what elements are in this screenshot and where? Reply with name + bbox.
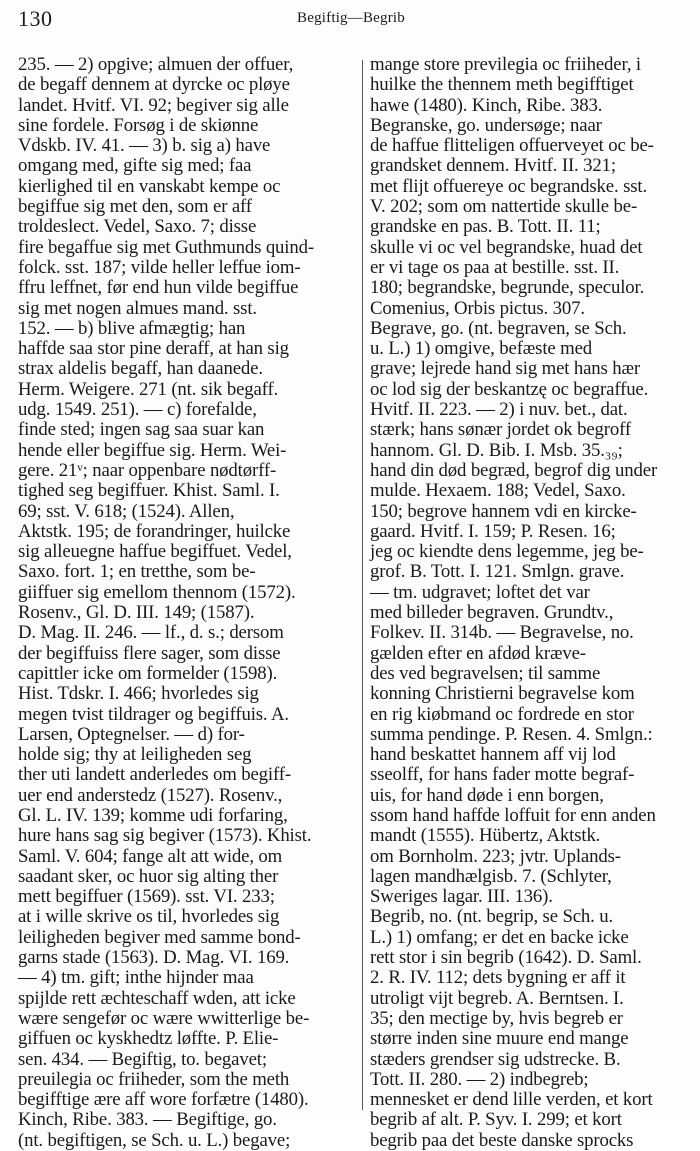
text-line: ffru leffnet, før end hun vilde begiffue [18, 277, 299, 299]
text-line: Folkev. II. 314b. — Begravelse, no. [370, 622, 634, 644]
text-line: gaard. Hvitf. I. 159; P. Resen. 16; [370, 520, 616, 542]
text-line: mange store previlegia oc friiheder, i [370, 54, 641, 75]
text-line: Larsen, Optegnelser. — d) for- [18, 723, 245, 745]
text-line: wære sengefør oc wære wwitterlige be- [18, 1007, 310, 1029]
text-line: Comenius, Orbis pictus. 307. [370, 297, 585, 319]
text-line: Aktstk. 195; de forandringer, huilcke [18, 520, 291, 542]
left-column [18, 54, 360, 1151]
text-line: grandsket dennem. Hvitf. II. 321; [370, 155, 616, 177]
text-line: 150; begrove hannem vdi en kircke- [370, 500, 637, 522]
text-line: med billeder begraven. Grundtv., [370, 602, 614, 624]
text-line: mulde. Hexaem. 188; Vedel, Saxo. [370, 480, 626, 502]
text-line: gælden efter en afdød kræve- [370, 642, 586, 664]
text-line: de begaff dennem at dyrcke oc pløye [18, 74, 290, 96]
running-head: Begiftig—Begrib [297, 10, 405, 26]
text-line: der begiffuiss flere sager, som disse [18, 642, 281, 664]
text-line: udg. 1549. 251). — c) forefalde, [18, 399, 257, 421]
text-line: uis, for hand døde i enn borgen, [370, 784, 604, 806]
text-line: huilke the thennem meth begifftiget [370, 74, 634, 96]
text-line: (nt. begiftigen, se Sch. u. L.) begave; [18, 1129, 291, 1151]
text-line: hende eller begiffue sig. Herm. Wei- [18, 439, 287, 461]
text-line: 2. R. IV. 112; dets bygning er aff it [370, 967, 626, 989]
text-line: holde sig; thy at leiligheden seg [18, 744, 252, 766]
right-column [370, 54, 692, 1151]
text-line: met flijt offuereye oc begrandske. sst. [370, 175, 647, 197]
text-line: D. Mag. II. 246. — lf., d. s.; dersom [18, 622, 284, 644]
text-line: større inden sine muure end mange [370, 1028, 629, 1050]
text-line: jeg oc kiendte dens legemme, jeg be- [370, 541, 644, 563]
text-line: haffde saa stor pine deraff, at han sig [18, 338, 289, 360]
text-line: at i wille skrive os til, hvorledes sig [18, 906, 280, 928]
text-line: stærk; hans sønær jordet ok begroff [370, 419, 631, 441]
text-line: Kinch, Ribe. 383. — Begiftige, go. [18, 1109, 277, 1131]
text-line: sig met nogen almues mand. sst. [18, 297, 257, 319]
column-divider [362, 60, 363, 1110]
text-line: spijlde rett æchteschaff wden, att icke [18, 987, 296, 1009]
text-line: u. L.) 1) omgive, befæste med [370, 338, 593, 360]
text-line: lagen mandhælgisb. 7. (Schlyter, [370, 865, 612, 887]
text-line: hand beskattet hannem aff vij lod [370, 744, 616, 766]
text-line: 35; den mectige by, hvis begreb er [370, 1007, 623, 1029]
text-line: skulle vi oc vel begrandske, huad det [370, 236, 643, 258]
text-line: grandske en pas. B. Tott. II. 11; [370, 216, 601, 238]
text-line: begifftige ære aff wore forfætre (1480). [18, 1089, 309, 1111]
text-line: grave; lejrede hand sig met hans hær [370, 358, 640, 380]
text-line: capittler icke om formelder (1598). [18, 662, 278, 684]
text-line: de haffue flitteligen offuerveyet oc be- [370, 135, 654, 157]
text-line: Tott. II. 280. — 2) indbegreb; [370, 1068, 589, 1090]
text-line: oc lod sig der beskantzę oc begraffue. [370, 378, 649, 400]
text-line: Herm. Weigere. 271 (nt. sik begaff. [18, 378, 279, 400]
text-line: giiffuer sig emellom thennom (1572). [18, 581, 296, 603]
text-line: hand din død begræd, begrof dig under [370, 459, 658, 481]
text-line: — 4) tm. gift; inthe hijnder maa [18, 967, 254, 989]
text-line: folck. sst. 187; vilde heller leffue iom- [18, 256, 301, 278]
text-line: gere. 21ᵛ; naar oppenbare nødtørff- [18, 459, 277, 481]
text-line: 235. — 2) opgive; almuen der offuer, [18, 54, 294, 75]
text-line: ssom hand haffde loffuit for enn anden [370, 804, 656, 826]
text-line: finde sted; ingen sag saa suar kan [18, 419, 265, 441]
text-line: sseolff, for hans fader motte begraf- [370, 764, 635, 786]
text-line: Saxo. fort. 1; en tretthe, som be- [18, 561, 256, 583]
text-line: om Bornholm. 223; jvtr. Uplands- [370, 845, 621, 867]
text-line: 69; sst. V. 618; (1524). Allen, [18, 500, 235, 522]
page-header [18, 4, 684, 32]
text-line: troldeslect. Vedel, Saxo. 7; disse [18, 216, 257, 238]
text-line: utroligt vijt begreb. A. Berntsen. I. [370, 987, 624, 1009]
text-line: Begrib, no. (nt. begrip, se Sch. u. [370, 906, 614, 928]
text-line: leiligheden begiver med samme bond- [18, 926, 301, 948]
page-number: 130 [18, 6, 53, 31]
text-line: landet. Hvitf. VI. 92; begiver sig alle [18, 94, 289, 116]
text-line: begrib af alt. P. Syv. I. 299; et kort [370, 1109, 622, 1131]
text-line: mennesket er dend lille verden, et kort [370, 1089, 653, 1111]
text-line: begrib paa det beste danske sprocks [370, 1129, 634, 1151]
text-line: stæders grendser sig udstrecke. B. [370, 1048, 621, 1070]
text-line: saadant sker, oc huor sig alting ther [18, 865, 279, 887]
text-line: Hvitf. II. 223. — 2) i nuv. bet., dat. [370, 399, 628, 421]
text-line: sen. 434. — Begiftig, to. begavet; [18, 1048, 267, 1070]
text-line: megen tvist tildrager og begiffuis. A. [18, 703, 289, 725]
text-line: des ved begravelsen; til samme [370, 662, 601, 684]
text-line: er vi tage os paa at bestille. sst. II. [370, 256, 620, 278]
text-line: Saml. V. 604; fange alt att wide, om [18, 845, 283, 867]
text-line: tighed seg begiffuer. Khist. Saml. I. [18, 480, 280, 502]
text-line: uer end anderstedz (1527). Rosenv., [18, 784, 283, 806]
text-line: Begrave, go. (nt. begraven, se Sch. [370, 317, 627, 339]
text-line: — tm. udgravet; loftet det var [370, 581, 590, 603]
text-line: hannom. Gl. D. Bib. I. Msb. 35.₃₉; [370, 439, 623, 461]
text-line: L.) 1) omfang; er det en backe icke [370, 926, 629, 948]
text-line: Hist. Tdskr. I. 466; hvorledes sig [18, 683, 259, 705]
text-line: begiffue sig met den, som er aff [18, 196, 252, 218]
text-line: Gl. L. IV. 139; komme udi forfaring, [18, 804, 288, 826]
text-line: strax aldelis begaff, han daanede. [18, 358, 263, 380]
text-line: mett begiffuer (1569). sst. VI. 233; [18, 886, 275, 908]
text-line: Rosenv., Gl. D. III. 149; (1587). [18, 602, 255, 624]
text-line: konning Christierni begravelse kom [370, 683, 635, 705]
text-line: grof. B. Tott. I. 121. Smlgn. grave. [370, 561, 625, 583]
text-line: garns stade (1563). D. Mag. VI. 169. [18, 947, 290, 969]
text-line: 152. — b) blive afmægtig; han [18, 317, 246, 339]
text-line: en rig kiøbmand oc fordrede en stor [370, 703, 634, 725]
text-line: Vdskb. IV. 41. — 3) b. sig a) have [18, 135, 271, 157]
text-line: Sweriges lagar. III. 136). [370, 886, 553, 908]
text-line: summa pendinge. P. Resen. 4. Smlgn.: [370, 723, 653, 745]
text-line: preuilegia oc friiheder, som the meth [18, 1068, 290, 1090]
text-line: sig alleuegne haffue begiffuet. Vedel, [18, 541, 292, 563]
text-line: kierlighed til en vanskabt kempe oc [18, 175, 281, 197]
text-line: Begranske, go. undersøge; naar [370, 114, 602, 136]
text-line: ther uti landett anderledes om begiff- [18, 764, 291, 786]
text-line: V. 202; som om nattertide skulle be- [370, 196, 638, 218]
text-line: rett stor i sin begrib (1642). D. Saml. [370, 947, 642, 969]
text-line: 180; begrandske, begrunde, speculor. [370, 277, 645, 299]
text-line: hawe (1480). Kinch, Ribe. 383. [370, 94, 603, 116]
text-line: hure hans sag sig begiver (1573). Khist. [18, 825, 312, 847]
text-line: sine fordele. Forsøg i de skiønne [18, 114, 259, 136]
text-line: omgang med, gifte sig med; faa [18, 155, 252, 177]
text-line: mandt (1555). Hübertz, Aktstk. [370, 825, 601, 847]
text-line: giffuen oc kyskhedtz løffte. P. Elie- [18, 1028, 279, 1050]
text-line: fire begaffue sig met Guthmunds quind- [18, 236, 314, 258]
